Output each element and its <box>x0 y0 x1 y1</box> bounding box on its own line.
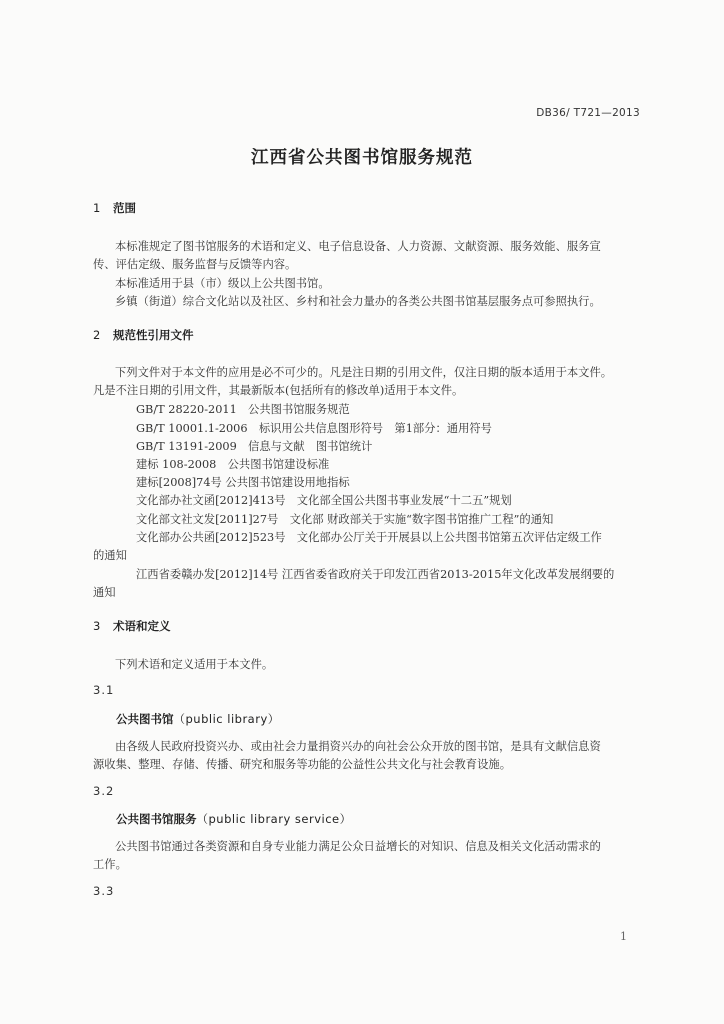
section-1-heading <box>93 200 136 216</box>
definition-line: 由各级人民政府投资兴办、或由社会力量捐资兴办的向社会公众开放的图书馆，是具有文献信息资 <box>115 740 601 753</box>
term-english: （public library service） <box>196 812 352 826</box>
reference-item: 文化部办社文函[2012]413号 文化部全国公共图书事业发展“十二五”规划 <box>136 494 512 507</box>
reference-item: 文化部办公共函[2012]523号 文化部办公厅关于开展县以上公共图书馆第五次评估定级工作 <box>136 531 602 544</box>
term-english: （public library） <box>173 712 280 726</box>
definition-line: 源收集、整理、存储、传播、研究和服务等功能的公益性公共文化与社会教育设施。 <box>93 758 511 771</box>
paragraph: 下列术语和定义适用于本文件。 <box>115 658 274 671</box>
section-number: 1 <box>93 201 101 215</box>
term-number: 3.1 <box>93 683 115 697</box>
paragraph: 本标准适用于县（市）级以上公共图书馆。 <box>115 277 330 290</box>
page-title: 江西省公共图书馆服务规范 <box>251 148 473 168</box>
reference-item: 建标 108-2008 公共图书馆建设标准 <box>136 458 330 471</box>
section-title: 术语和定义 <box>113 619 171 633</box>
section-number: 3 <box>93 619 101 633</box>
paragraph-line: 传、评估定级、服务监督与反馈等内容。 <box>93 258 297 271</box>
section-number: 2 <box>93 328 101 342</box>
term-name: 公共图书馆服务 <box>116 812 197 826</box>
paragraph: 乡镇（街道）综合文化站以及社区、乡村和社会力量办的各类公共图书馆基层服务点可参照执行。 <box>115 295 601 308</box>
page-number: 1 <box>620 930 627 943</box>
reference-item: 建标[2008]74号 公共图书馆建设用地指标 <box>136 476 350 489</box>
reference-item: GB/T 10001.1-2006 标识用公共信息图形符号 第1部分：通用符号 <box>136 422 492 435</box>
term-heading <box>116 811 352 827</box>
section-title: 范围 <box>113 201 136 215</box>
definition-line: 工作。 <box>93 858 127 871</box>
reference-item-continuation: 的通知 <box>93 549 127 562</box>
reference-item: GB/T 28220-2011 公共图书馆服务规范 <box>136 403 350 416</box>
section-3-heading <box>93 618 171 634</box>
term-number: 3.3 <box>93 884 115 898</box>
reference-item: 文化部文社文发[2011]27号 文化部 财政部关于实施“数字图书馆推广工程”的通知 <box>136 513 554 526</box>
reference-item: GB/T 13191-2009 信息与文献 图书馆统计 <box>136 440 373 453</box>
term-name: 公共图书馆 <box>116 712 174 726</box>
reference-item: 江西省委赣办发[2012]14号 江西省委省政府关于印发江西省2013-2015年文化改革发展纲要的 <box>136 568 615 581</box>
section-2-heading <box>93 327 194 343</box>
section-title: 规范性引用文件 <box>113 328 194 342</box>
term-heading <box>116 711 280 727</box>
definition-line: 公共图书馆通过各类资源和自身专业能力满足公众日益增长的对知识、信息及相关文化活动需求的 <box>115 840 601 853</box>
paragraph-line: 下列文件对于本文件的应用是必不可少的。凡是注日期的引用文件，仅注日期的版本适用于本文件。 <box>115 366 613 379</box>
paragraph-line: 本标准规定了图书馆服务的术语和定义、电子信息设备、人力资源、文献资源、服务效能、服务宣 <box>115 240 601 253</box>
term-number: 3.2 <box>93 784 115 798</box>
reference-item-continuation: 通知 <box>93 586 116 599</box>
standard-code: DB36/ T721—2013 <box>536 107 640 119</box>
paragraph-line: 凡是不注日期的引用文件，其最新版本(包括所有的修改单)适用于本文件。 <box>93 384 464 397</box>
